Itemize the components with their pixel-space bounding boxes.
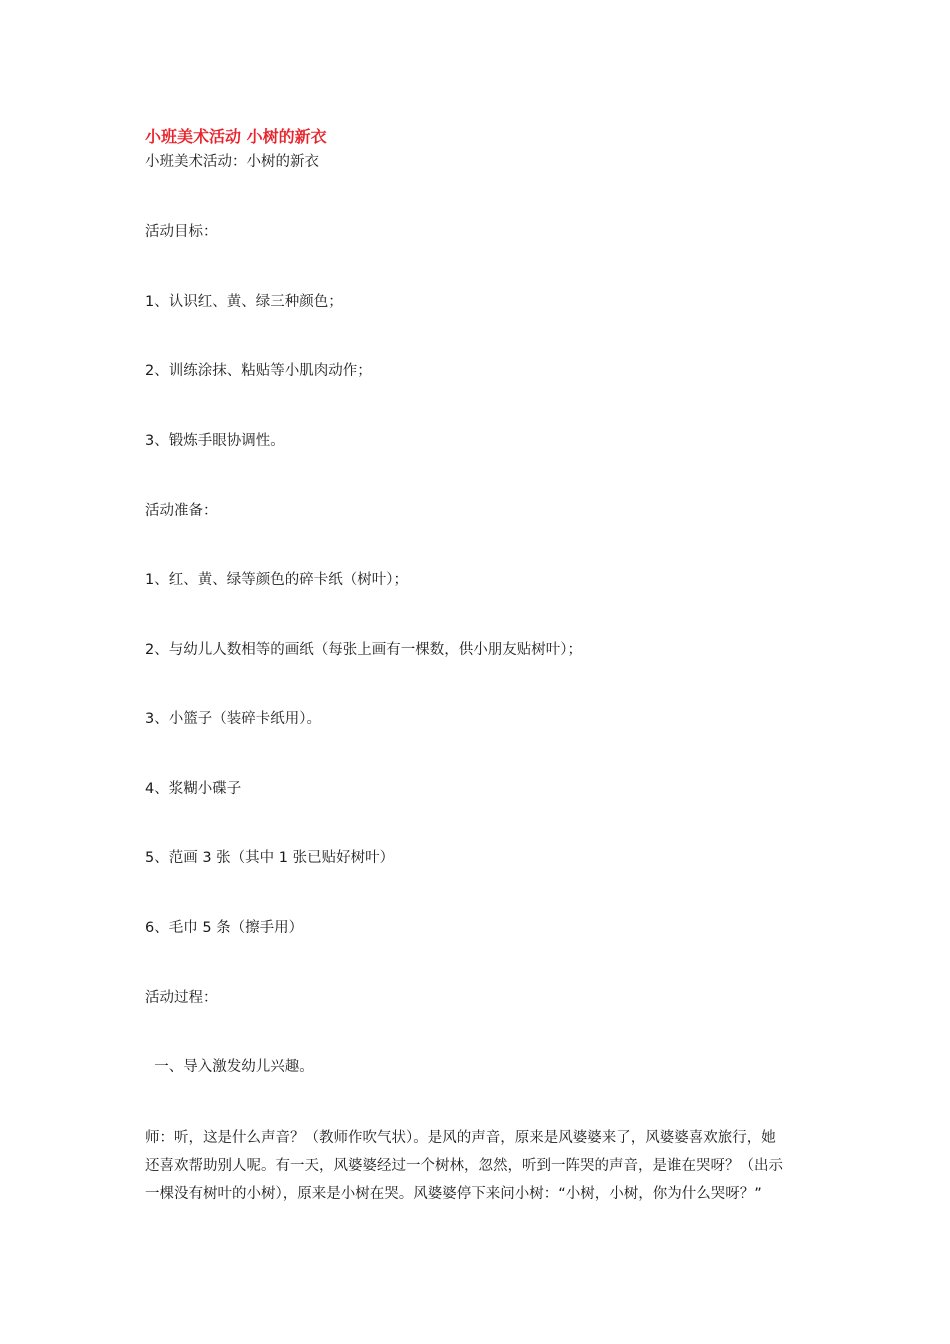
prep-item: 6、毛巾 5 条（擦手用） bbox=[145, 920, 304, 936]
prep-item: 4、浆糊小碟子 bbox=[145, 781, 242, 797]
story-paragraph bbox=[145, 1124, 810, 1208]
prep-heading: 活动准备： bbox=[145, 503, 218, 519]
goal-item: 2、训练涂抹、粘贴等小肌肉动作； bbox=[145, 363, 372, 379]
document-subtitle: 小班美术活动：小树的新衣 bbox=[145, 154, 319, 170]
goals-heading: 活动目标： bbox=[145, 224, 218, 240]
paragraph-line: 还喜欢帮助别人呢。有一天，风婆婆经过一个树林，忽然，听到一阵哭的声音，是谁在哭呀？（出示 bbox=[145, 1158, 783, 1174]
prep-item: 1、红、黄、绿等颜色的碎卡纸（树叶）； bbox=[145, 572, 408, 588]
process-step-1: 一、导入激发幼儿兴趣。 bbox=[145, 1059, 314, 1075]
prep-item: 3、小篮子（装碎卡纸用）。 bbox=[145, 711, 321, 727]
process-heading: 活动过程： bbox=[145, 990, 218, 1006]
prep-item: 5、范画 3 张（其中 1 张已贴好树叶） bbox=[145, 850, 395, 866]
document-title: 小班美术活动 小树的新衣 bbox=[145, 127, 327, 146]
paragraph-line: 一棵没有树叶的小树），原来是小树在哭。风婆婆停下来问小树：“小树，小树，你为什么哭呀？” bbox=[145, 1186, 762, 1202]
paragraph-line: 师：听，这是什么声音？（教师作吹气状）。是风的声音，原来是风婆婆来了，风婆婆喜欢旅行，她 bbox=[145, 1130, 776, 1146]
goal-item: 3、锻炼手眼协调性。 bbox=[145, 433, 285, 449]
goal-item: 1、认识红、黄、绿三种颜色； bbox=[145, 294, 343, 310]
prep-item: 2、与幼儿人数相等的画纸（每张上画有一棵数，供小朋友贴树叶）； bbox=[145, 642, 582, 658]
